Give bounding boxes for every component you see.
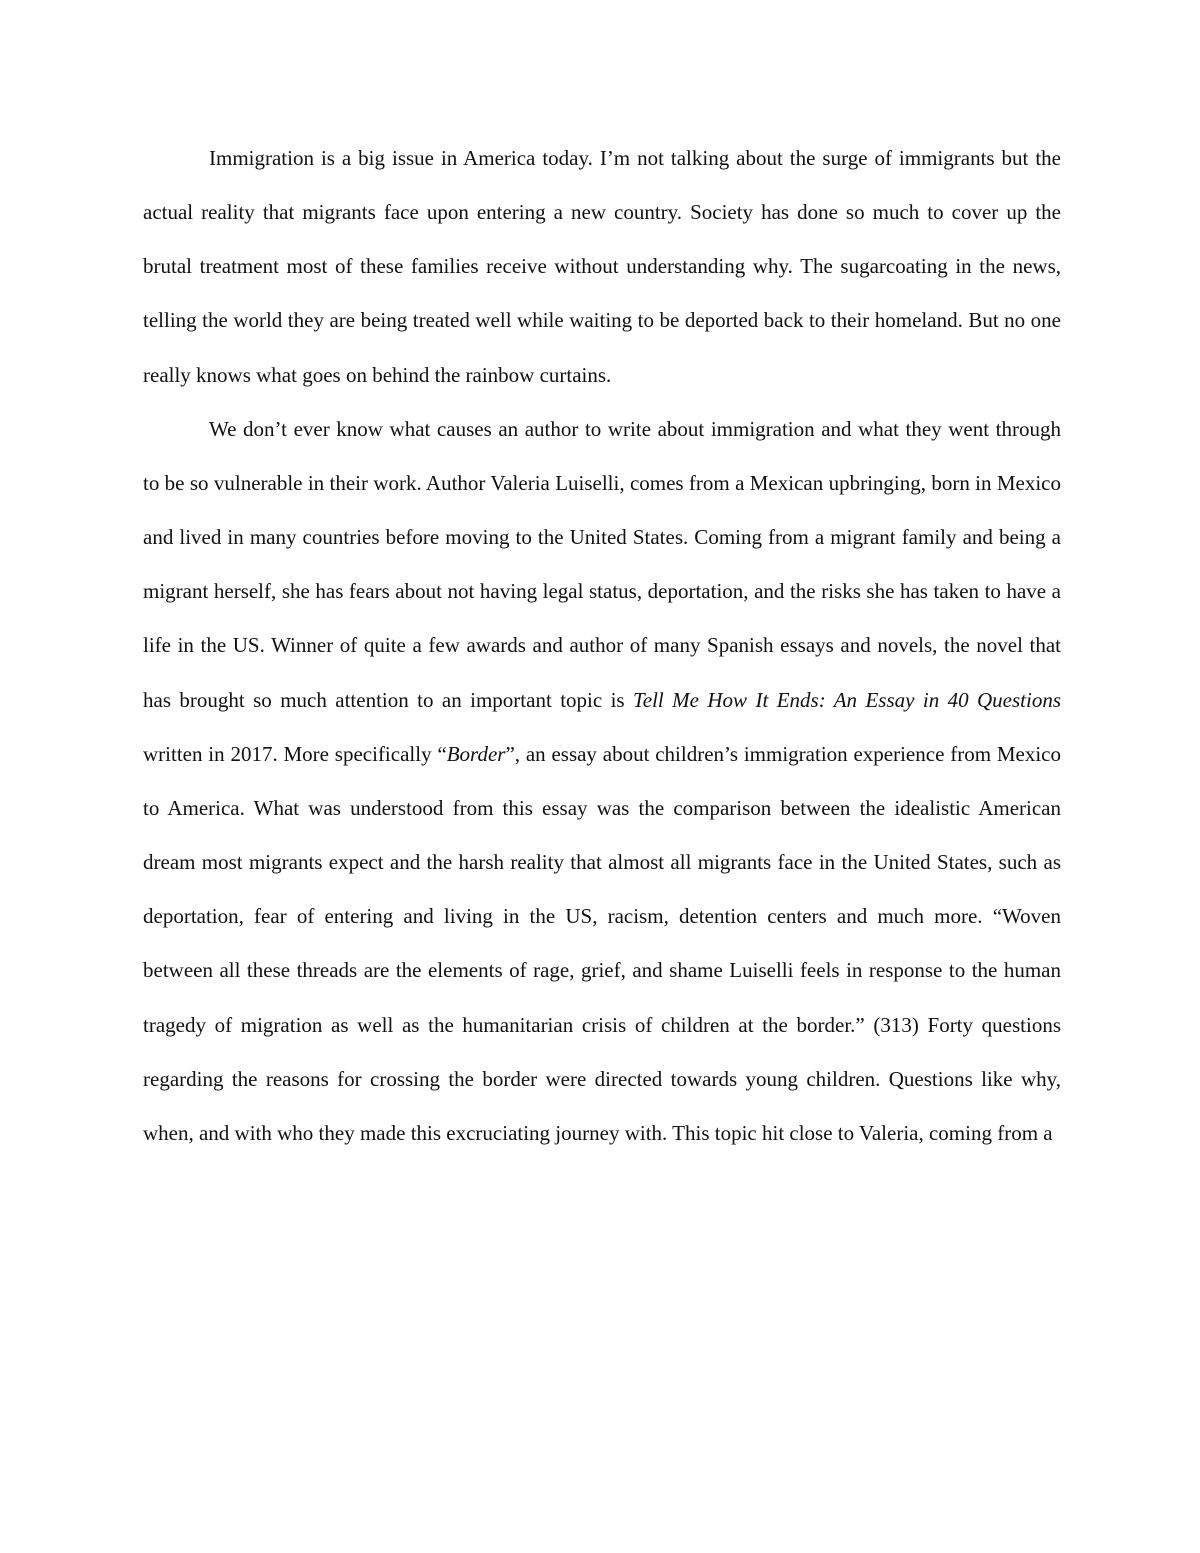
paragraph-2-text-c: ”, an essay about children’s immigration experience from Mexico to America. What was understood from this essay was the comparison between the idealistic American dream most migrants expect and the harsh reality that almost all migrants face in the United States, such as deportation, fear of entering and living in the US, racism, detention centers and much more. “Woven between all these threads are the elements of rage, grief, and shame Luiselli feels in response to the human tragedy of migration as well as the humanitarian crisis of children at the border.” (313) Forty questions regarding the reasons for crossing the border were directed towards young children. Questions like why, when, and with who they made this excruciating journey with. This topic hit close to Valeria, coming from a <box>143 741 1061 1145</box>
paragraph-2-text-b: written in 2017. More specifically “ <box>143 741 447 766</box>
essay-title: Border <box>446 741 506 766</box>
essay-body <box>143 131 1061 1160</box>
book-title: Tell Me How It Ends: An Essay in 40 Questions <box>633 687 1062 712</box>
paragraph-2 <box>143 402 1061 1160</box>
paragraph-2-text-a: We don’t ever know what causes an author to write about immigration and what they went through to be so vulnerable in their work. Author Valeria Luiselli, comes from a Mexican upbringing, born in Mexico and lived in many countries before moving to the United States. Coming from a migrant family and being a migrant herself, she has fears about not having legal status, deportation, and the risks she has taken to have a life in the US. Winner of quite a few awards and author of many Spanish essays and novels, the novel that has brought so much attention to an important topic is <box>143 416 1061 712</box>
paragraph-1 <box>143 131 1061 402</box>
paragraph-1-text: Immigration is a big issue in America today. I’m not talking about the surge of immigrants but the actual reality that migrants face upon entering a new country. Society has done so much to cover up the brutal treatment most of these families receive without understanding why. The sugarcoating in the news, telling the world they are being treated well while waiting to be deported back to their homeland. But no one really knows what goes on behind the rainbow curtains. <box>143 146 1061 387</box>
